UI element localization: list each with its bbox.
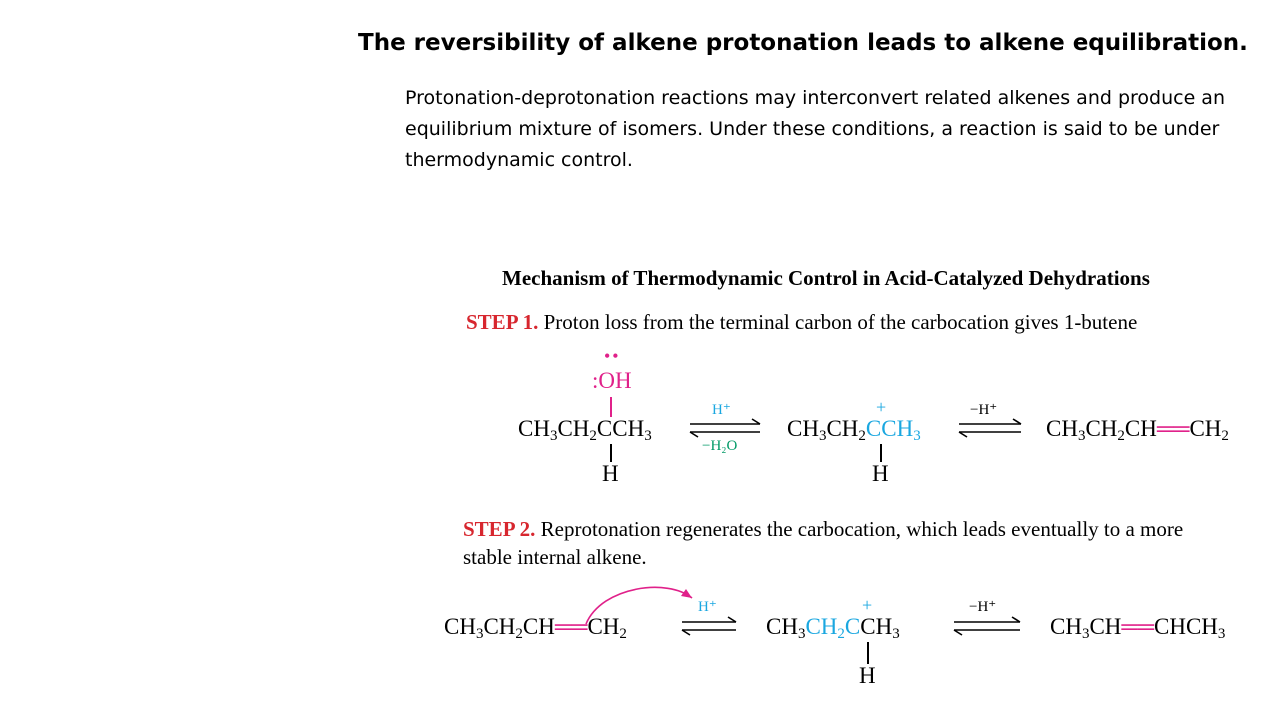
- c-h-bond: [610, 444, 612, 462]
- step1-cation-charge: +: [876, 397, 887, 417]
- formula-subscript: 2: [1221, 428, 1229, 444]
- slide-title: The reversibility of alkene protonation leads to alkene equilibration.: [358, 30, 1248, 56]
- formula-subscript: 3: [913, 428, 921, 444]
- formula-part: CH: [787, 416, 819, 441]
- formula-part: CHCH: [1154, 614, 1218, 639]
- hydroxyl-group: [592, 368, 632, 394]
- formula-part: CH: [522, 614, 555, 639]
- formula-part: CH: [557, 416, 590, 441]
- hydroxyl-label: OH: [598, 368, 632, 393]
- formula-part: CH: [587, 614, 620, 639]
- double-bond: ══: [554, 614, 588, 639]
- formula-subscript: 3: [1081, 626, 1090, 642]
- step1-arrow2-top-label: −H⁺: [970, 402, 998, 418]
- formula-part: CH: [1089, 614, 1122, 639]
- step1-arrow1-bottom-label: −H₂O: [702, 438, 738, 454]
- step2-product-formula: [1050, 614, 1225, 640]
- formula-subscript: 3: [1217, 626, 1226, 642]
- formula-subscript: 2: [589, 428, 597, 444]
- formula-subscript: 2: [515, 626, 523, 642]
- step1-caption: [466, 310, 1250, 335]
- formula-subscript: 3: [818, 428, 827, 444]
- c-o-bond: [610, 397, 612, 417]
- step2-label: STEP 2.: [463, 517, 536, 541]
- formula-part: CH: [518, 416, 550, 441]
- c-h-bond: [867, 642, 869, 664]
- formula-subscript: 3: [797, 626, 806, 642]
- step2-alkene-formula: [444, 614, 627, 640]
- equilibrium-arrow-icon: [950, 616, 1024, 636]
- formula-subscript: 3: [644, 428, 652, 444]
- formula-part: CCH: [596, 416, 645, 441]
- formula-subscript: 2: [837, 626, 845, 642]
- formula-part: CH: [1124, 416, 1157, 441]
- equilibrium-arrow-icon: [686, 418, 764, 438]
- formula-part: CH: [483, 614, 516, 639]
- step1-label: STEP 1.: [466, 310, 539, 334]
- step1-cation-h: H: [872, 461, 889, 486]
- formula-part: C: [865, 416, 882, 441]
- slide-paragraph: Protonation-deprotonation reactions may interconvert related alkenes and produce an equilibrium mixture of isomers. Under these conditions, a reaction is said to be under thermodynamic control.: [405, 87, 1225, 171]
- equilibrium-arrow-icon: [678, 616, 740, 636]
- step2-text-line2: stable internal alkene.: [463, 545, 647, 569]
- formula-subscript: 3: [475, 626, 484, 642]
- step1-text: Proton loss from the terminal carbon of the carbocation gives 1-butene: [543, 310, 1138, 334]
- double-bond: ══: [1156, 416, 1190, 441]
- formula-part: CH: [826, 416, 859, 441]
- figure-title: Mechanism of Thermodynamic Control in Acid-Catalyzed Dehydrations: [502, 266, 1150, 290]
- lone-pair-colon: :: [592, 368, 599, 393]
- formula-part: CH: [444, 614, 476, 639]
- step2-arrow2-top-label: −H⁺: [969, 599, 997, 615]
- formula-part: CH: [860, 614, 893, 639]
- step2-cation-charge: +: [862, 595, 873, 615]
- c-h-bond: [880, 444, 882, 462]
- step1-arrow1-top-label: H⁺: [712, 402, 731, 418]
- step2-arrow1-top-label: H⁺: [698, 599, 717, 615]
- formula-part: CH: [766, 614, 798, 639]
- step1-reactant-formula: [518, 416, 652, 442]
- step1-product-formula: [1046, 416, 1229, 442]
- step1-reactant-h: H: [602, 461, 619, 486]
- formula-subscript: 3: [892, 626, 900, 642]
- step1-carbocation-formula: [787, 416, 921, 442]
- formula-subscript: 3: [549, 428, 558, 444]
- step2-cation-h: H: [859, 663, 876, 688]
- formula-part: CH: [1085, 416, 1118, 441]
- double-bond: ══: [1121, 614, 1154, 639]
- formula-part: C: [844, 614, 861, 639]
- formula-part: CH: [1189, 416, 1222, 441]
- formula-subscript: 2: [619, 626, 627, 642]
- formula-part: CH: [1046, 416, 1078, 441]
- formula-part: CH: [881, 416, 914, 441]
- lone-pair-dots: ••: [604, 346, 621, 366]
- formula-subscript: 3: [1077, 428, 1086, 444]
- formula-subscript: 2: [858, 428, 866, 444]
- equilibrium-arrow-icon: [955, 418, 1025, 438]
- step2-text-line1: Reprotonation regenerates the carbocation, which leads eventually to a more: [540, 517, 1184, 541]
- formula-subscript: 2: [1117, 428, 1125, 444]
- formula-part: CH: [805, 614, 838, 639]
- step2-caption: [463, 515, 1183, 571]
- formula-part: CH: [1050, 614, 1082, 639]
- step2-carbocation-formula: [766, 614, 900, 640]
